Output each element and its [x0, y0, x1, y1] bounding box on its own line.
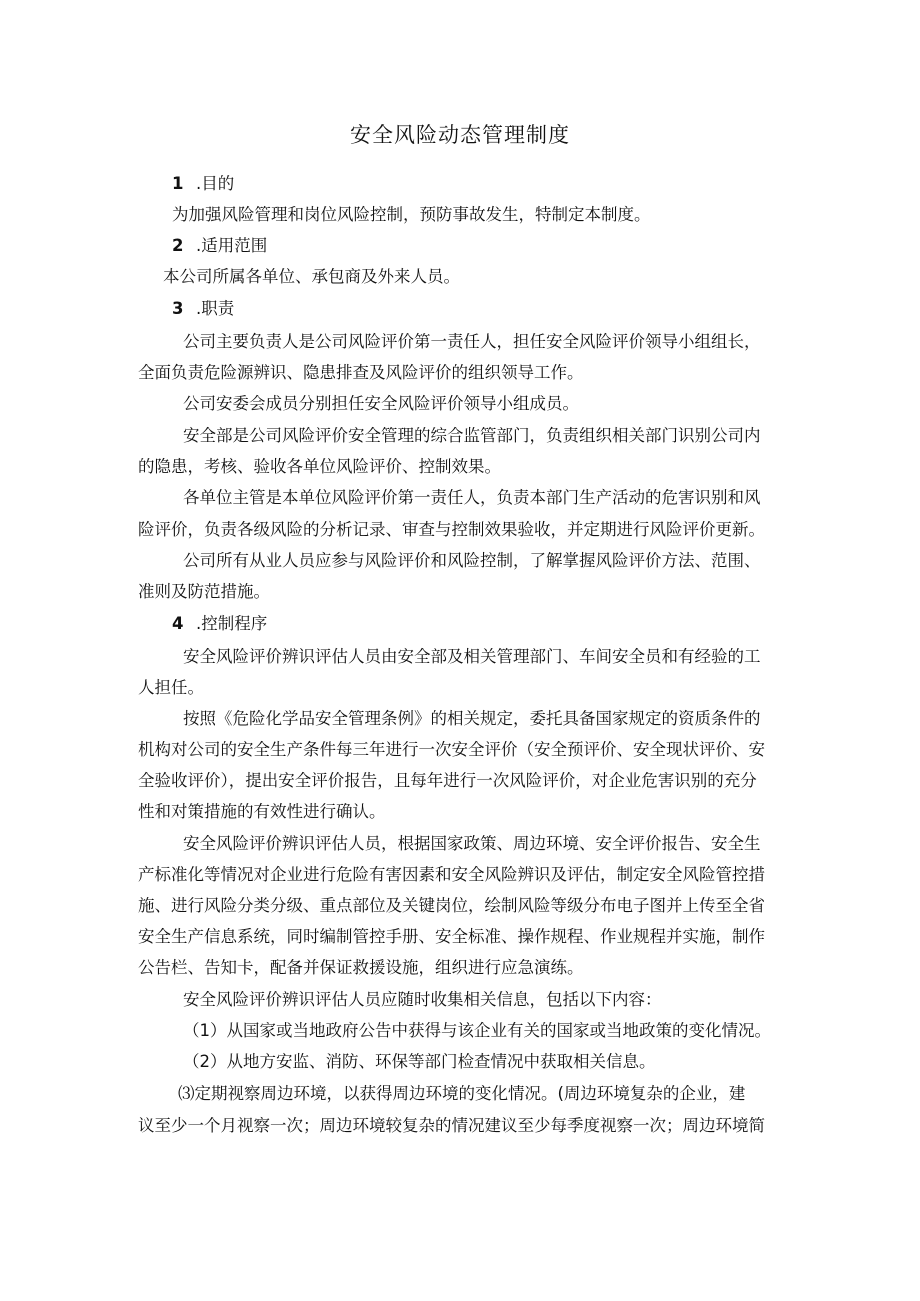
- section-number: 2: [172, 236, 184, 255]
- paragraph-line: 机构对公司的安全生产条件每三年进行一次安全评价（安全预评价、安全现状评价、安: [138, 740, 765, 759]
- paragraph-line: 按照《危险化学品安全管理条例》的相关规定，委托具备国家规定的资质条件的: [183, 709, 761, 728]
- paragraph-line: 公告栏、告知卡，配备并保证救援设施，组织进行应急演练。: [138, 958, 584, 977]
- paragraph-line: 准则及防范措施。: [138, 582, 270, 601]
- paragraph-line: 各单位主管是本单位风险评价第一责任人，负责本部门生产活动的危害识别和风: [183, 488, 761, 507]
- paragraph-line: 公司所有从业人员应参与风险评价和风险控制，了解掌握风险评价方法、范围、: [183, 551, 761, 570]
- section-heading-purpose: [172, 172, 234, 196]
- paragraph-line: 人担任。: [138, 678, 204, 697]
- paragraph-line: 安全风险评价辨识评估人员，根据国家政策、周边环境、安全评价报告、安全生: [183, 834, 761, 853]
- section-title: .控制程序: [196, 614, 268, 633]
- paragraph-line: 全验收评价），提出安全评价报告，且每年进行一次风险评价，对企业危害识别的充分: [138, 771, 757, 790]
- list-item: ⑶定期视察周边环境，以获得周边环境的变化情况。(周边环境复杂的企业，建: [178, 1084, 746, 1103]
- section-heading-duties: [172, 297, 234, 321]
- paragraph-line: 安全风险评价辨识评估人员由安全部及相关管理部门、车间安全员和有经验的工: [183, 647, 761, 666]
- paragraph-line: 施、进行风险分类分级、重点部位及关键岗位，绘制风险等级分布电子图并上传至全省: [138, 896, 765, 915]
- paragraph-line: 性和对策措施的有效性进行确认。: [138, 802, 386, 821]
- paragraph-line: 安全风险评价辨识评估人员应随时收集相关信息，包括以下内容：: [183, 990, 662, 1009]
- paragraph-line: 为加强风险管理和岗位风险控制，预防事故发生，特制定本制度。: [172, 205, 651, 224]
- section-number: 1: [172, 174, 184, 193]
- paragraph-line: 公司主要负责人是公司风险评价第一责任人，担任安全风险评价领导小组组长，: [183, 332, 761, 351]
- section-heading-procedure: [172, 612, 267, 636]
- paragraph-line: 全面负责危险源辨识、隐患排查及风险评价的组织领导工作。: [138, 363, 584, 382]
- paragraph-line: 安全生产信息系统，同时编制管控手册、安全标准、操作规程、作业规程并实施，制作: [138, 927, 765, 946]
- paragraph-line: 的隐患，考核、验收各单位风险评价、控制效果。: [138, 457, 501, 476]
- document-title: 安全风险动态管理制度: [350, 123, 570, 147]
- paragraph-line: 产标准化等情况对企业进行危险有害因素和安全风险辨识及评估，制定安全风险管控措: [138, 865, 765, 884]
- section-number: 3: [172, 299, 184, 318]
- section-heading-scope: [172, 234, 267, 258]
- section-title: .职责: [196, 299, 235, 318]
- paragraph-line: 议至少一个月视察一次；周边环境较复杂的情况建议至少每季度视察一次；周边环境简: [138, 1116, 765, 1135]
- paragraph-line: 险评价，负责各级风险的分析记录、审查与控制效果验收，并定期进行风险评价更新。: [138, 520, 765, 539]
- paragraph-line: 本公司所属各单位、承包商及外来人员。: [163, 267, 460, 286]
- paragraph-line: 安全部是公司风险评价安全管理的综合监管部门，负责组织相关部门识别公司内: [183, 426, 761, 445]
- list-item: （1）从国家或当地政府公告中获得与该企业有关的国家或当地政策的变化情况。: [183, 1021, 771, 1040]
- list-item: （2）从地方安监、消防、环保等部门检查情况中获取相关信息。: [183, 1052, 656, 1071]
- section-number: 4: [172, 614, 184, 633]
- section-title: .适用范围: [196, 236, 268, 255]
- section-title: .目的: [196, 174, 235, 193]
- paragraph-line: 公司安委会成员分别担任安全风险评价领导小组成员。: [183, 394, 579, 413]
